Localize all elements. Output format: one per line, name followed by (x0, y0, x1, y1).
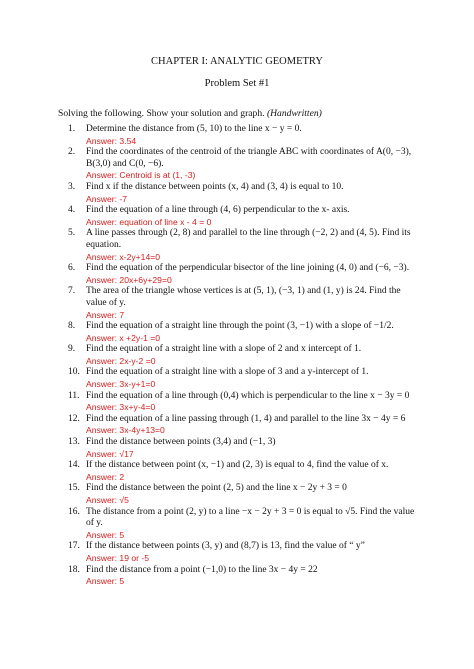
problem-item (58, 437, 420, 460)
problem-item (58, 205, 420, 228)
problem-answer: Answer: 2 (86, 471, 125, 482)
problem-number: 11. (68, 390, 80, 401)
problem-item (58, 541, 420, 564)
problem-list (58, 124, 420, 588)
problem-number: 4. (68, 205, 76, 216)
problem-item (58, 391, 420, 414)
problem-answer: Answer: 20x+6y+29=0 (86, 274, 172, 285)
problem-item (58, 414, 420, 437)
problem-number: 14. (68, 460, 80, 471)
problem-question: The area of the triangle whose vertices is at (5, 1), (−3, 1) and (1, y) is 24. Find the value of y. (86, 286, 401, 308)
problem-item (58, 460, 420, 483)
problem-answer: Answer: equation of line x - 4 = 0 (86, 216, 212, 227)
problem-question: Find x if the distance between points (x, 4) and (3, 4) is equal to 10. (86, 181, 344, 192)
problem-number: 8. (68, 321, 76, 332)
problem-question: Find the equation of a line through (0,4) which is perpendicular to the line x − 3y = 0 (86, 390, 410, 401)
problem-answer: Answer: 3x+y-4=0 (86, 402, 156, 413)
problem-answer: Answer: 2x-y-2 =0 (86, 355, 156, 366)
problem-number: 3. (68, 181, 76, 192)
instructions (58, 108, 322, 119)
problem-item (58, 565, 420, 588)
problem-question: Find the equation of a straight line through the point (3, −1) with a slope of −1/2. (86, 321, 394, 332)
problem-number: 16. (68, 506, 80, 517)
problem-answer: Answer: -7 (86, 193, 128, 204)
problem-question: If the distance between point (x, −1) and (2, 3) is equal to 4, find the value of x. (86, 460, 389, 471)
problem-answer: Answer: x +2y-1 =0 (86, 332, 161, 343)
problem-answer: Answer: √5 (86, 495, 129, 505)
problem-question: A line passes through (2, 8) and parallel to the line through (−2, 2) and (4, 5). Find its equation. (86, 228, 411, 250)
problem-item (58, 483, 420, 506)
problem-item (58, 182, 420, 205)
problem-item (58, 344, 420, 367)
problem-question: The distance from a point (2, y) to a line −x − 2y + 3 = 0 is equal to √5. Find the value of y. (86, 506, 415, 529)
problem-question: If the distance between points (3, y) and (8,7) is 13, find the value of “ y” (86, 541, 365, 552)
problem-item (58, 263, 420, 286)
problem-number: 10. (68, 367, 80, 378)
problem-answer: Answer: 7 (86, 309, 125, 320)
problem-number: 6. (68, 263, 76, 274)
problem-item (58, 367, 420, 390)
problem-number: 15. (68, 483, 80, 494)
problem-number: 13. (68, 437, 80, 448)
problem-answer: Answer: 19 or -5 (86, 552, 150, 563)
problem-question: Find the equation of a straight line with a slope of 3 and a y-intercept of 1. (86, 367, 369, 378)
problem-item (58, 321, 420, 344)
problem-question: Determine the distance from (5, 10) to the line x − y = 0. (86, 124, 302, 134)
problem-item (58, 507, 420, 542)
problem-item (58, 228, 420, 263)
problem-answer: Answer: √17 (86, 448, 134, 459)
problem-item (58, 147, 420, 182)
problem-answer: Answer: 3x-4y+13=0 (86, 425, 165, 436)
instructions-text: Solving the following. Show your solution and graph. (58, 108, 265, 119)
problem-item (58, 286, 420, 321)
problem-number: 2. (68, 147, 76, 158)
chapter-title: CHAPTER I: ANALYTIC GEOMETRY (151, 56, 323, 67)
problem-number: 17. (68, 541, 80, 552)
problem-question: Find the distance between the point (2, 5) and the line x − 2y + 3 = 0 (86, 483, 347, 494)
problem-answer: Answer: 3.54 (86, 135, 137, 146)
problem-number: 5. (68, 228, 76, 239)
problem-number: 7. (68, 286, 76, 297)
problem-question: Find the distance between points (3,4) and (−1, 3) (86, 437, 276, 448)
problem-question: Find the equation of the perpendicular bisector of the line joining (4, 0) and (−6, −3). (86, 263, 410, 274)
problem-number: 9. (68, 344, 76, 355)
problem-question: Find the coordinates of the centroid of the triangle ABC with coordinates of A(0, −3), B(3,0) and C(0, −6). (86, 147, 412, 169)
instructions-note: (Handwritten) (266, 108, 322, 119)
problem-question: Find the equation of a line passing through (1, 4) and parallel to the line 3x − 4y = 6 (86, 413, 406, 424)
problem-answer: Answer: Centroid is at (1, -3) (86, 170, 196, 181)
problem-item (58, 124, 420, 147)
problem-number: 18. (68, 564, 80, 575)
problem-number: 1. (68, 124, 76, 134)
problem-question: Find the equation of a line through (4, 6) perpendicular to the x- axis. (86, 205, 350, 216)
problem-question: Find the equation of a straight line with a slope of 2 and x intercept of 1. (86, 344, 362, 355)
problem-set-title: Problem Set #1 (204, 78, 270, 89)
problem-answer: Answer: 3x-y+1=0 (86, 379, 156, 390)
problem-number: 12. (68, 413, 80, 424)
problem-question: Find the distance from a point (−1,0) to the line 3x − 4y = 22 (86, 564, 318, 575)
problem-answer: Answer: 5 (86, 576, 125, 587)
problem-answer: Answer: 5 (86, 529, 125, 540)
problem-answer: Answer: x-2y+14=0 (86, 251, 161, 262)
